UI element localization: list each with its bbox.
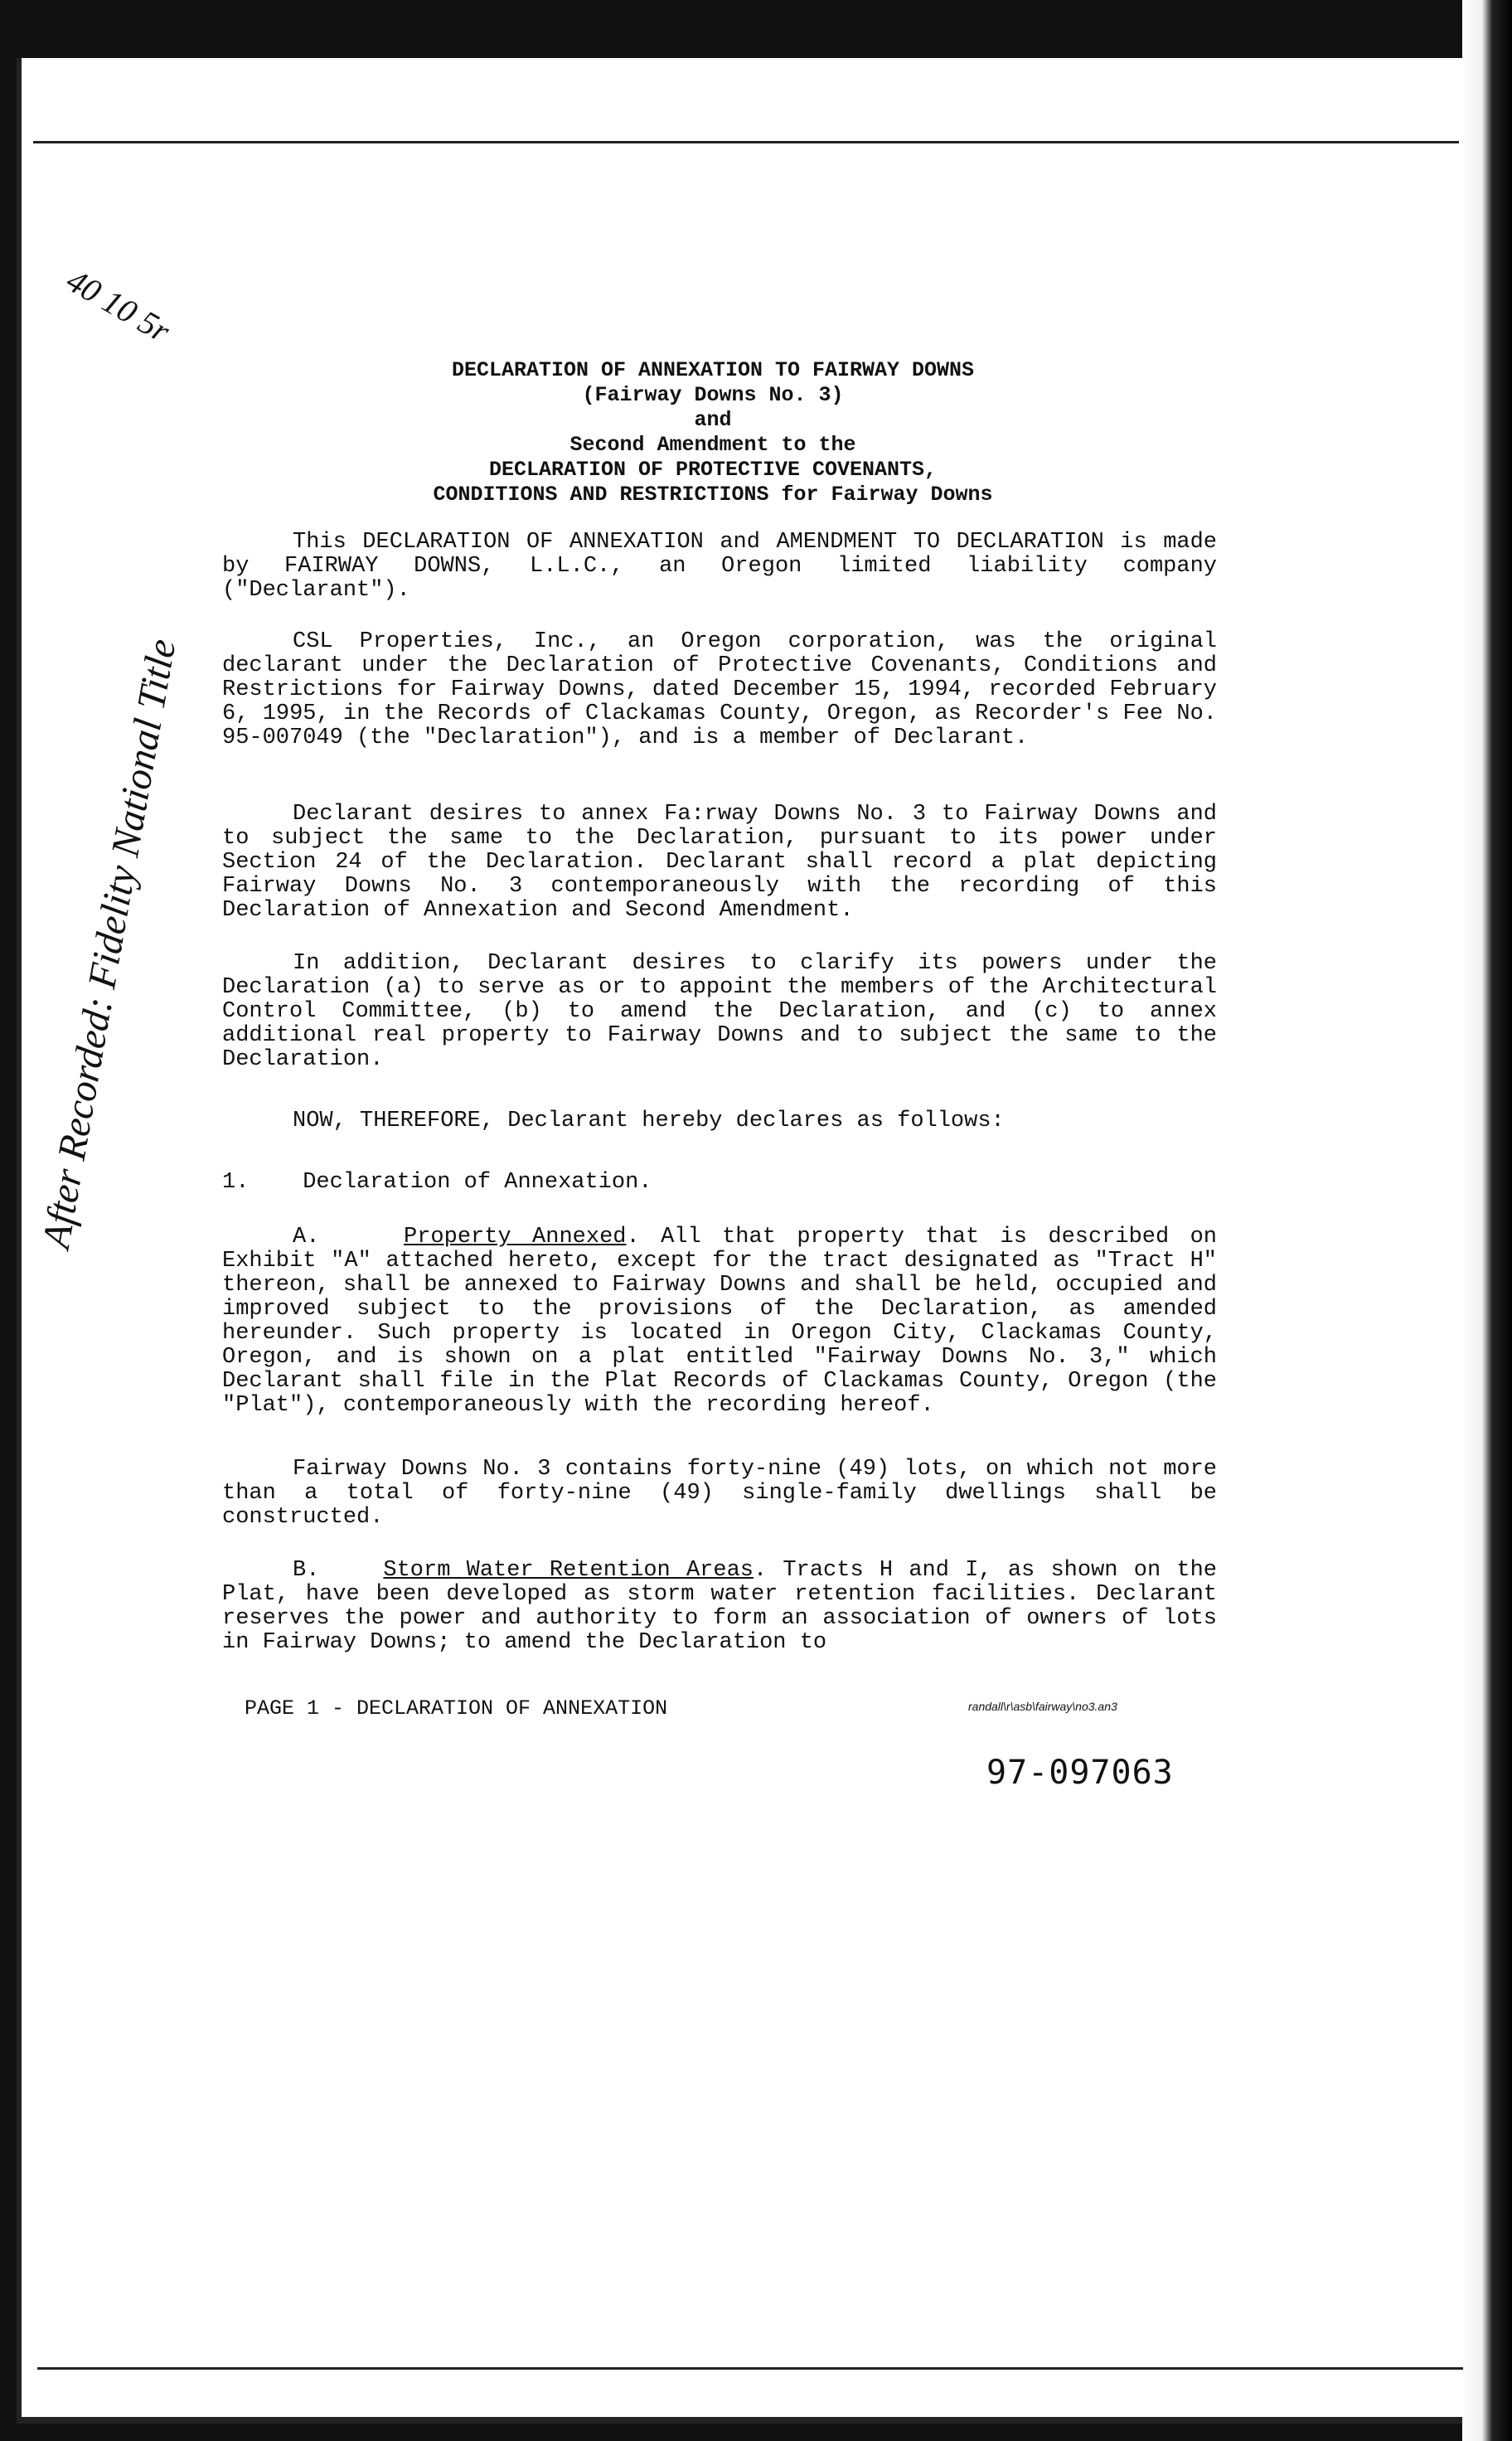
paragraph-original-declarant: CSL Properties, Inc., an Oregon corporation, was the original declarant under the Declaration of Protective Covenants, Conditions and Restrictions for Fairway Downs, dated December 15, 1994, recorded February 6, 1995, in the Records of Clackamas County, Oregon, as Recorder's Fee No. 95-007049 (the "Declaration"), and is a member of Declarant.: [222, 629, 1217, 750]
page-bottom-rule: [37, 2367, 1463, 2370]
subsection-a: A. Property Annexed. All that property that is described on Exhibit "A" attached hereto, except for the tract designated as "Tract H" thereon, shall be annexed to Fairway Downs and shall be held, occupied and improved subject to the provisions of the Declaration, as amended hereunder. Such property is located in Oregon City, Clackamas County, Oregon, and is shown on a plat entitled "Fairway Downs No. 3," which Declarant shall file in the Plat Records of Clackamas County, Oregon (the "Plat"), contemporaneously with the recording hereof.: [222, 1225, 1218, 1418]
page-footer: PAGE 1 - DECLARATION OF ANNEXATION: [245, 1696, 668, 1720]
file-path: randall\r\asb\fairway\no3.an3: [968, 1700, 1117, 1713]
title-line-5: DECLARATION OF PROTECTIVE COVENANTS,: [488, 458, 938, 482]
subsection-b-heading: Storm Water Retention Areas: [383, 1558, 754, 1583]
title-line-2: (Fairway Downs No. 3): [582, 383, 844, 407]
section-1-heading: 1. Declaration of Annexation.: [222, 1170, 652, 1195]
document-title: [298, 358, 1127, 507]
title-line-4: Second Amendment to the: [569, 433, 856, 457]
scan-top-margin: [33, 79, 1467, 137]
paragraph-therefore: NOW, THEREFORE, Declarant hereby declares as follows:: [293, 1109, 1005, 1133]
scan-right-edge: [1462, 0, 1512, 2441]
handwritten-corner-note: 40 10 5r: [60, 261, 177, 350]
paragraph-annex-intent: Declarant desires to annex Fa:rway Downs No. 3 to Fairway Downs and to subject the same to the Declaration, pursuant to its power under Section 24 of the Declaration. Declarant shall record a plat depicting Fairway Downs No. 3 contemporaneously with the recording of this Declaration of Annexation and Second Amendment.: [222, 802, 1217, 923]
paragraph-intro: This DECLARATION OF ANNEXATION and AMENDMENT TO DECLARATION is made by FAIRWAY DOWNS, L.L.C., an Oregon limited liability company ("Declarant").: [222, 530, 1217, 603]
handwritten-margin-note: After Recorded: Fidelity National Title: [33, 635, 185, 1252]
title-line-6: CONDITIONS AND RESTRICTIONS for Fairway Downs: [433, 483, 993, 507]
recording-number: 97-097063: [986, 1754, 1174, 1792]
paragraph-lot-count: Fairway Downs No. 3 contains forty-nine (49) lots, on which not more than a total of forty-nine (49) single-family dwellings shall be constructed.: [222, 1457, 1217, 1530]
subsection-a-heading: Property Annexed: [404, 1225, 627, 1250]
paragraph-clarify-powers: In addition, Declarant desires to clarify its powers under the Declaration (a) to serve as or to appoint the members of the Architectural Control Committee, (b) to amend the Declaration, and (c) to annex additional real property to Fairway Downs and to subject the same to the Declaration.: [222, 951, 1217, 1072]
title-line-1: DECLARATION OF ANNEXATION TO FAIRWAY DOWNS: [451, 358, 975, 382]
subsection-b: B. Storm Water Retention Areas. Tracts H and I, as shown on the Plat, have been developed as storm water retention facilities. Declarant reserves the power and authority to form an association of owners of lots in Fairway Downs; to amend the Declaration to: [222, 1558, 1217, 1655]
page-top-rule: [33, 141, 1459, 143]
title-line-3: and: [694, 408, 732, 432]
